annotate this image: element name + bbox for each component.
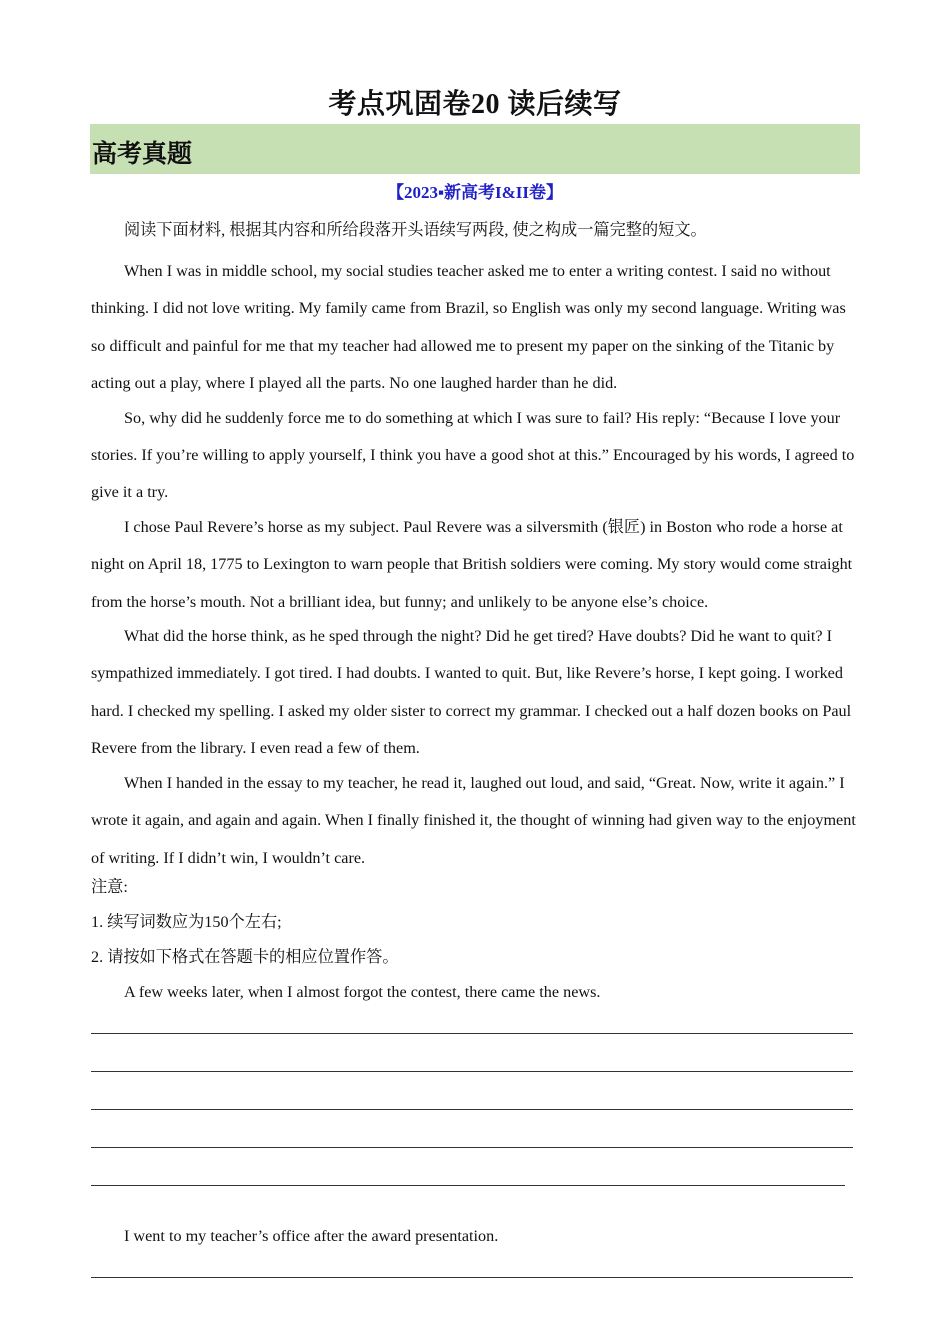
answer-line[interactable] [91,1277,853,1278]
answer-line[interactable] [91,1109,853,1110]
section-header [90,124,860,174]
passage-paragraph: So, why did he suddenly force me to do something at which I was sure to fail? His reply: “Because I love your stories. If you’re willing to apply yourself, I think you have a good shot at this.” Encouraged by his words, I agreed to give it a try. [91,408,855,502]
continuation-starter-2: I went to my teacher’s office after the award presentation. [124,1226,499,1245]
page-title: 考点巩固卷20 读后续写 [328,89,622,120]
notes-heading: 注意: [91,877,128,896]
answer-lines-1 [91,1033,859,1186]
answer-lines-2 [91,1277,859,1278]
passage-body [91,217,859,1315]
exam-source: 【2023▪新高考I&II卷】 [386,183,564,202]
note-item: 1. 续写词数应为150个左右; [91,912,282,931]
passage-paragraph: I chose Paul Revere’s horse as my subject. Paul Revere was a silversmith (银匠) in Boston who rode a horse at night on April 18, 1775 to Lexington to warn people that British soldiers were coming. My story would come straight from the horse’s mouth. Not a brilliant idea, but funny; and unlikely to be anyone else’s choice. [91,517,853,611]
passage-paragraph: When I handed in the essay to my teacher, he read it, laughed out loud, and said, “Great. Now, write it again.” I wrote it again, and again and again. When I finally finished it, the thought of winning had given way to the enjoyment of writing. If I didn’t win, I wouldn’t care. [91,773,856,867]
answer-line[interactable] [91,1071,853,1072]
answer-line[interactable] [91,1147,853,1148]
section-title: 高考真题 [92,141,193,168]
answer-line[interactable] [91,1185,845,1186]
note-item: 2. 请按如下格式在答题卡的相应位置作答。 [91,947,399,966]
answer-line[interactable] [91,1033,853,1034]
instruction-text: 阅读下面材料, 根据其内容和所给段落开头语续写两段, 使之构成一篇完整的短文。 [124,221,707,239]
passage-paragraph: When I was in middle school, my social studies teacher asked me to enter a writing contest. I said no without thinking. I did not love writing. My family came from Brazil, so English was only my second language. Writing was so difficult and painful for me that my teacher had allowed me to present my paper on the sinking of the Titanic by acting out a play, where I played all the parts. No one laughed harder than he did. [91,262,846,393]
continuation-starter-1: A few weeks later, when I almost forgot the contest, there came the news. [124,982,601,1001]
passage-paragraph: What did the horse think, as he sped through the night? Did he get tired? Have doubts? Did he want to quit? I sympathized immediately. I got tired. I had doubts. I wanted to quit. But, like Revere’s horse, I kept going. I worked hard. I checked my spelling. I asked my older sister to correct my grammar. I checked out a half dozen books on Paul Revere from the library. I even read a few of them. [91,627,852,758]
